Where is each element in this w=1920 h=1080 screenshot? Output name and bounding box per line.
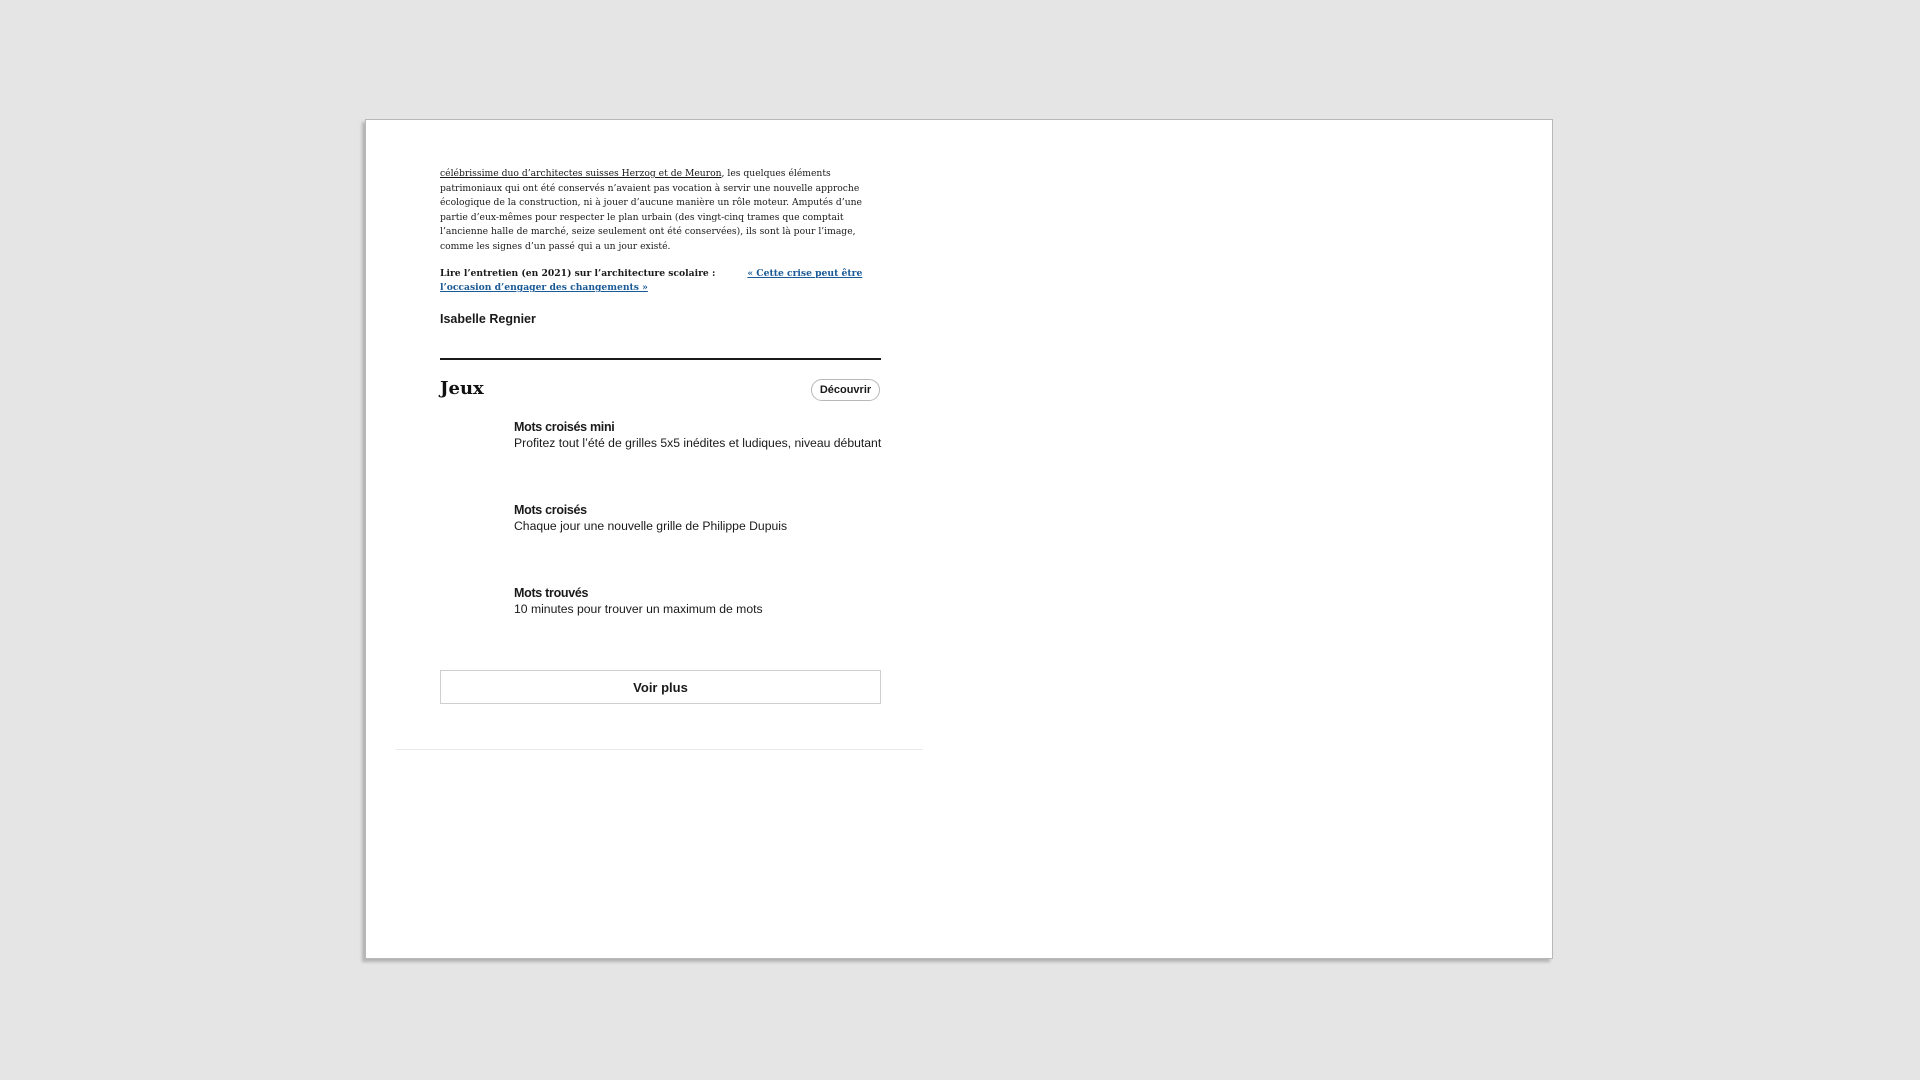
architects-link[interactable]: célébrissime duo d’architectes suisses Herzog et de Meuron: [440, 168, 722, 179]
game-description: Profitez tout l’été de grilles 5x5 inédites et ludiques, niveau débutant: [514, 436, 882, 450]
game-title: Mots trouvés: [514, 586, 589, 600]
game-description: 10 minutes pour trouver un maximum de mots: [514, 602, 763, 616]
footer-divider: [396, 749, 923, 750]
article-body: [440, 167, 880, 296]
read-more-label: Lire l’entretien (en 2021) sur l’architecture scolaire :: [440, 267, 716, 279]
game-description: Chaque jour une nouvelle grille de Philippe Dupuis: [514, 519, 788, 533]
game-title: Mots croisés: [514, 503, 587, 517]
game-title: Mots croisés mini: [514, 420, 615, 434]
game-item-mots-croises-mini[interactable]: [514, 419, 884, 451]
section-divider: [440, 358, 881, 360]
game-item-mots-croises[interactable]: [514, 502, 884, 534]
read-more: [440, 267, 880, 296]
games-section-title: Jeux: [440, 378, 484, 399]
see-more-button[interactable]: Voir plus: [440, 670, 881, 704]
document-page: [365, 119, 1553, 959]
discover-button[interactable]: Découvrir: [811, 379, 880, 401]
game-item-mots-trouves[interactable]: [514, 585, 884, 617]
article-paragraph: [440, 167, 880, 255]
author-name: Isabelle Regnier: [440, 312, 536, 326]
interview-link[interactable]: « Cette crise peut être l’occasion d’engager des changements »: [440, 267, 863, 294]
article-text: , les quelques éléments patrimoniaux qui ont été conservés n’avaient pas vocation à servir une nouvelle approche écologique de la construction, ni à jouer d’aucune manière un rôle moteur. Amputés d’une partie d’eux-mêmes pour respecter le plan urbain (des vingt-cinq trames que comptait l’ancienne halle de marché, seize seulement ont été conservées), ils sont là pour l’image, comme les signes d’un passé qui a un jour existé.: [440, 168, 862, 252]
